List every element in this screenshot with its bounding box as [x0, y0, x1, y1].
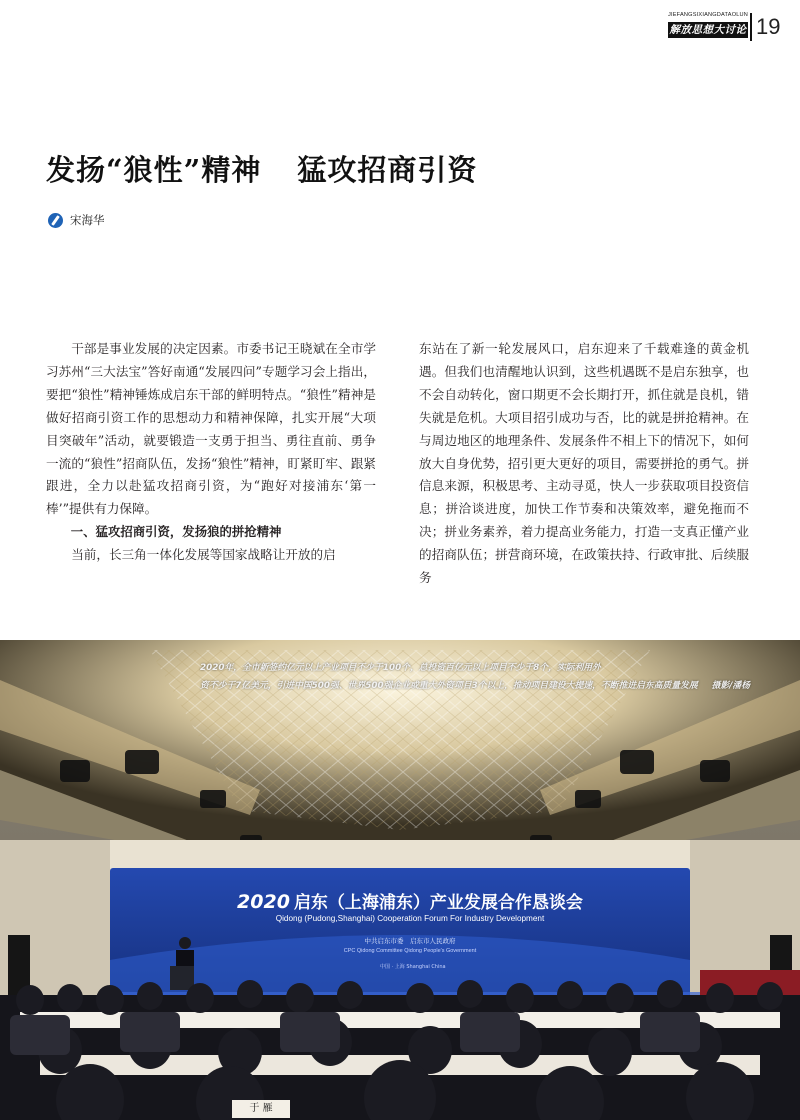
body-paragraph: 干部是事业发展的决定因素。市委书记王晓斌在全市学习苏州“三大法宝”答好南通“发展四问”专题学习会上指出，要把“狼性”精神锤炼成启东干部的鲜明特点。“狼性”精神是做好招商引资工作的思想动力和精神保障，扎实开展“大项目突破年”活动，就要锻造一支勇于担当、勇往直前、勇争一流的“狼性”招商队伍，发扬“狼性”精神，盯紧盯牢、跟紧跟进，全力以赴猛攻招商引资，为“跑好对接浦东‘第一棒’”提供有力保障。: [46, 341, 376, 517]
photo-caption: [200, 659, 790, 695]
author-name: 宋海华: [70, 213, 105, 227]
caption-line-2: 资不少于7亿美元，引进中国500强、世界500强企业或重大外资项目3个以上，推动项目建设大提速，不断推进启东高质量发展: [200, 681, 698, 691]
screen-organizer-cn: 中共启东市委 启东市人民政府: [364, 937, 456, 945]
section-heading: 一、猛攻招商引资，发扬狼的拼抢精神: [70, 524, 282, 540]
forum-photo-illustration: [0, 640, 800, 1120]
caption-line-1: 2020年，全市新签约亿元以上产业项目不少于100个，总投资百亿元以上项目不少于8个，实际利用外: [200, 663, 601, 673]
screen-year: 2020: [237, 891, 290, 913]
title-part-2: 猛攻招商引资: [297, 153, 478, 187]
screen-title: [214, 888, 606, 913]
left-column: [46, 338, 376, 567]
column-name: 解放思想大讨论: [669, 24, 747, 36]
stage-screen-text: [214, 888, 606, 923]
nameplate: 于 雁: [232, 1100, 290, 1118]
photo-credit: 摄影/潘杨: [711, 681, 751, 691]
body-paragraph: 当前，长三角一体化发展等国家战略让开放的启: [71, 547, 336, 563]
screen-organizer-en: CPC Qidong Committee Qidong People's Government: [343, 948, 477, 954]
screen-subtitle: Qidong (Pudong,Shanghai) Cooperation Forum For Industry Development: [275, 914, 545, 923]
forum-photo: [0, 640, 800, 1120]
author-line: [48, 212, 105, 228]
article-title: [46, 148, 477, 189]
screen-title-text: 启东（上海浦东）产业发展合作恳谈会: [293, 893, 583, 913]
pen-icon: [48, 213, 63, 228]
column-pinyin: JIEFANGSIXIANGDATAOLUN: [668, 12, 748, 18]
page-number: 19: [750, 13, 788, 41]
right-column: [419, 338, 749, 590]
column-masthead: [668, 12, 748, 40]
body-paragraph-continued: 东站在了新一轮发展风口，启东迎来了千载难逢的黄金机遇。但我们也清醒地认识到，这些机遇既不是启东独享，也不会自动转化，窗口期更不会长期打开，抓住就是良机，错失就是危机。大项目招引成功与否，比的就是拼抢精神。在与周边地区的地理条件、发展条件不相上下的情况下，如何放大自身优势，招引更大更好的项目，需要拼抢的勇气。拼信息来源，积极思考、主动寻觅，快人一步获取项目投资信息；拼洽谈进度，加快工作节奏和决策效率，避免拖而不决；拼业务素养，着力提高业务能力，打造一支真正懂产业的招商队伍；拼营商环境，在政策扶持、行政审批、后续服务: [419, 341, 749, 586]
screen-place: 中国 · 上海 Shanghai China: [380, 964, 446, 970]
title-part-1: 发扬“狼性”精神: [46, 153, 262, 187]
